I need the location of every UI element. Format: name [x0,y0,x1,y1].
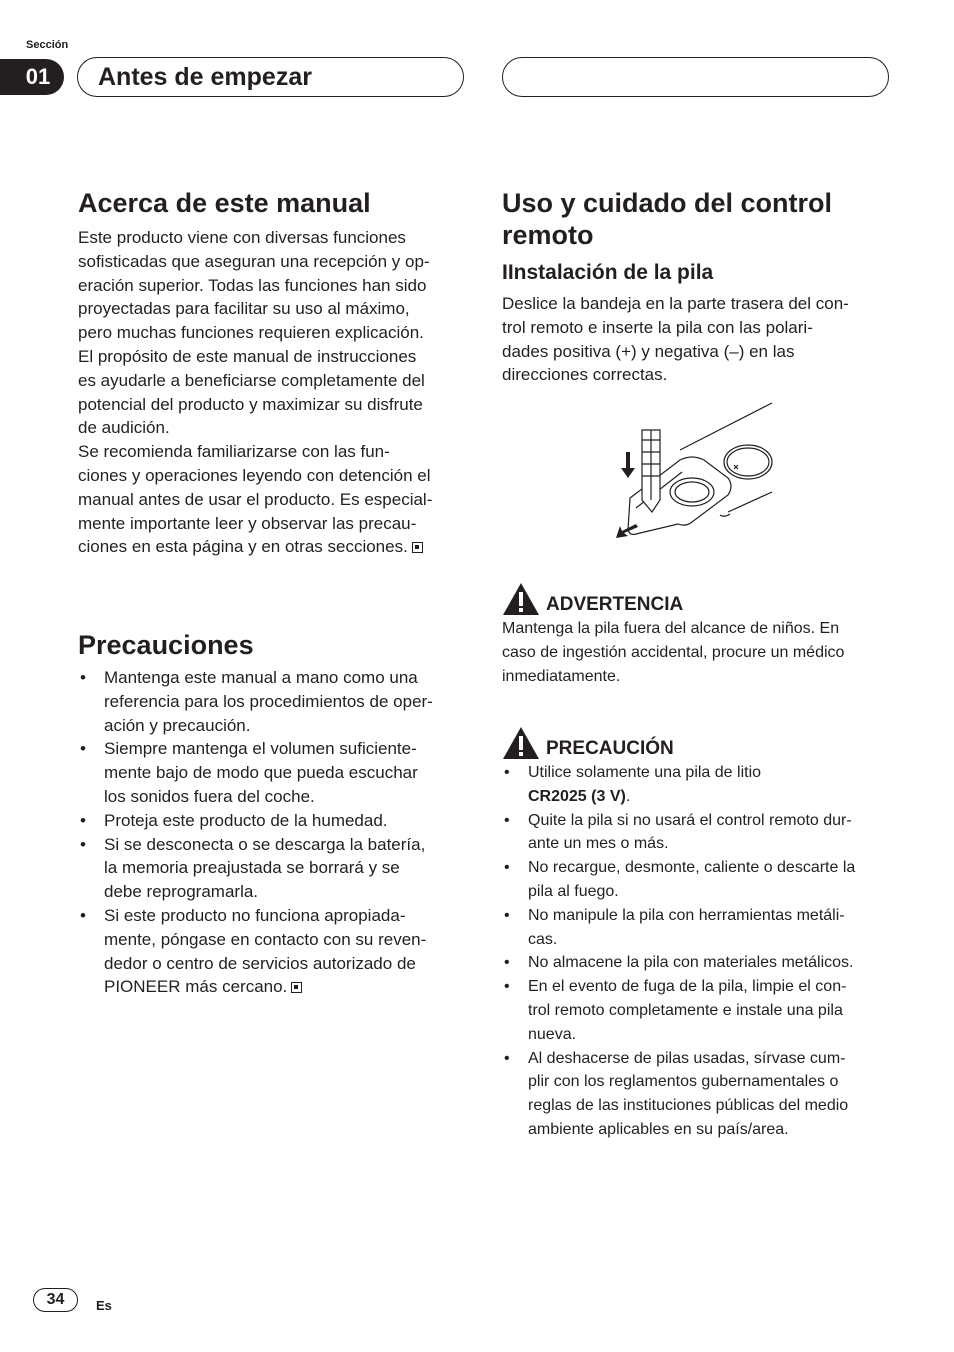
section-title: Antes de empezar [77,57,464,97]
about-body [78,226,468,559]
text-line: manual antes de usar el producto. Es especial- [78,489,433,509]
remote-heading-line: Uso y cuidado del control [502,188,833,218]
text-line: direcciones correctas. [502,365,668,385]
text-line: mente importante leer y observar las precau- [78,513,417,533]
battery-model: CR2025 (3 V) [528,787,626,805]
text-line [528,785,902,809]
page-number: 34 [33,1288,78,1312]
text-line: Mantenga la pila fuera del alcance de niños. En [502,620,840,637]
text-line: referencia para los procedimientos de oper- [104,691,433,711]
text-line: caso de ingestión accidental, procure un médico [502,643,845,661]
remote-heading [502,187,902,251]
list-item [502,856,902,904]
caution-list [502,761,902,1142]
text-line: ambiente aplicables en su país/area. [528,1120,789,1138]
text-line: Se recomienda familiarizarse con las fun- [78,442,390,462]
text-line: • Utilice solamente una pila de litio [528,764,762,781]
text-line: proyectadas para facilitar su uso al máximo, [78,299,410,319]
list-item [78,904,468,999]
warning-title: ADVERTENCIA [546,594,684,615]
text-line: sofisticadas que aseguran una recepción y op- [78,251,430,271]
text-line: • En el evento de fuga de la pila, limpie el con- [528,978,847,996]
text-line: plir con los reglamentos gubernamentales o [528,1073,839,1091]
language-code: Es [96,1298,112,1313]
precautions-section [78,629,468,999]
caution-title: PRECAUCIÓN [546,738,674,759]
text-line: es ayudarle a beneficiarse completamente del [78,370,425,390]
precautions-list [78,666,468,999]
list-item [502,761,902,809]
section-title-empty-pill [502,57,889,97]
battery-install-subheading: IInstalación de la pila [502,261,714,284]
list-item [502,809,902,857]
text-line: ante un mes o más. [528,835,669,853]
precautions-heading: Precauciones [78,630,254,660]
warning-text [502,617,902,688]
text-line: • Al deshacerse de pilas usadas, sírvase cum- [528,1049,846,1067]
about-heading: Acerca de este manual [78,188,371,218]
text-line: inmediatamente. [502,667,621,685]
list-item [78,737,468,808]
text-line: eración superior. Todas las funciones han sido [78,275,427,295]
text-line: pero muchas funciones requieren explicación. [78,323,424,343]
remote-heading-line: remoto [502,220,594,250]
text-line: nueva. [528,1025,577,1043]
end-of-section-icon [412,542,423,553]
text-line: • Quite la pila si no usará el control remoto dur- [528,811,852,829]
caution-block [502,726,902,1142]
section-number-badge: 01 [0,59,64,95]
about-paragraph-1 [78,226,468,440]
text-line: • Proteja este producto de la humedad. [104,810,388,830]
text-line: la memoria preajustada se borrará y se [104,858,400,878]
text-line: dades positiva (+) y negativa (–) en las [502,341,795,361]
text-line: ación y precaución. [104,715,251,735]
caution-title-row [502,726,902,760]
battery-tray-illustration [600,400,780,545]
text-line-last [78,535,468,559]
battery-install-paragraph [502,292,902,387]
warning-block [502,582,902,688]
text-line: • No recargue, desmonte, caliente o descarte la [528,859,856,877]
text-line: mente, póngase en contacto con su reven- [104,929,427,949]
caution-triangle-icon [502,726,540,760]
text-line: mente bajo de modo que pueda escuchar [104,763,418,783]
text-line: • Si se desconecta o se descarga la batería, [104,834,426,854]
list-item [502,951,902,975]
text-line: El propósito de este manual de instrucciones [78,346,417,366]
text-line: Este producto viene con diversas funciones [78,228,406,247]
text-line: reglas de las instituciones públicas del medio [528,1097,849,1115]
text-line: Deslice la bandeja en la parte trasera del con- [502,294,849,313]
text-line: potencial del producto y maximizar su disfrute [78,394,423,414]
text-line: los sonidos fuera del coche. [104,786,315,806]
text-line-last [104,975,468,999]
text-line: • Siempre mantenga el volumen suficiente- [104,739,417,759]
text-line: dedor o centro de servicios autorizado de [104,953,416,973]
text-line: ciones en esta página y en otras secciones. [78,537,408,557]
about-section [78,187,468,559]
list-item [502,975,902,1046]
text-line: • No almacene la pila con materiales metálicos. [528,954,854,972]
text-line: • Si este producto no funciona apropiada- [104,905,406,925]
end-of-section-icon [291,982,302,993]
text-suffix: . [625,787,631,805]
section-label: Sección [26,39,69,51]
text-line: trol remoto e inserte la pila con las polari- [502,317,813,337]
text-line: cas. [528,930,558,948]
text-line: debe reprogramarla. [104,882,259,902]
text-line: • No manipule la pila con herramientas metáli- [528,906,845,924]
text-line: trol remoto completamente e instale una pila [528,1001,843,1019]
warning-title-row [502,582,902,616]
list-item [502,1047,902,1142]
about-paragraph-2 [78,440,468,559]
remote-section [502,187,902,387]
warning-triangle-icon [502,582,540,616]
text-line: ciones y operaciones leyendo con detención el [78,465,431,485]
text-line: de audición. [78,418,170,438]
text-line: • Mantenga este manual a mano como una [104,668,418,687]
list-item [78,809,468,833]
list-item [502,904,902,952]
text-line: PIONEER más cercano. [104,977,288,997]
text-line: pila al fuego. [528,882,619,900]
list-item [78,666,468,737]
list-item [78,833,468,904]
